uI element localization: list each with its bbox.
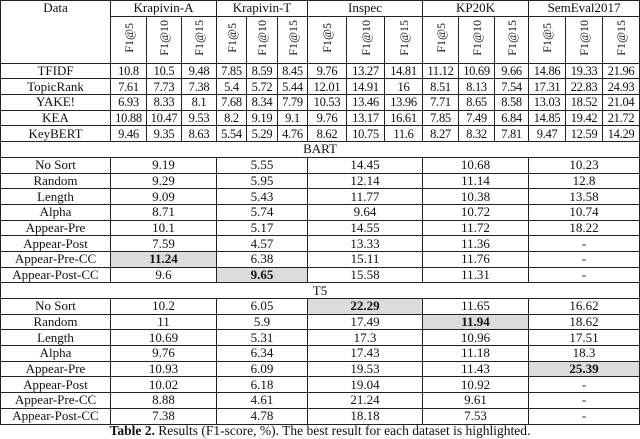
score-cell: 5.17 xyxy=(217,220,308,236)
baseline-row xyxy=(1,126,640,142)
score-cell: 10.38 xyxy=(423,189,529,205)
score-cell: 7.61 xyxy=(111,79,147,95)
score-cell: 8.2 xyxy=(217,110,247,126)
score-cell: 10.69 xyxy=(459,63,495,79)
score-cell: 21.96 xyxy=(603,63,640,79)
score-cell: 10.2 xyxy=(111,299,217,315)
score-cell: 7.73 xyxy=(147,79,182,95)
metric-label: F1@5 xyxy=(433,23,448,54)
method-name: Random xyxy=(1,173,111,189)
score-cell: 5.43 xyxy=(217,189,308,205)
score-cell: 8.65 xyxy=(459,95,495,111)
score-cell: 9.19 xyxy=(111,157,217,173)
score-cell: 11.18 xyxy=(423,346,529,362)
score-cell: 9.09 xyxy=(111,189,217,205)
score-cell: 14.85 xyxy=(529,110,566,126)
model-row xyxy=(1,393,640,409)
score-cell: 13.27 xyxy=(347,63,385,79)
metric-header xyxy=(308,16,347,63)
score-cell: 13.17 xyxy=(347,110,385,126)
metric-label: F1@10 xyxy=(577,20,592,57)
score-cell: 5.54 xyxy=(217,126,247,142)
score-cell: 10.69 xyxy=(111,330,217,346)
score-cell: 7.38 xyxy=(111,408,217,424)
score-cell: 13.96 xyxy=(385,95,423,111)
score-cell: 11.6 xyxy=(385,126,423,142)
metric-label: F1@5 xyxy=(540,23,555,54)
score-cell: 17.3 xyxy=(308,330,423,346)
score-cell: 10.02 xyxy=(111,377,217,393)
metric-header xyxy=(182,16,217,63)
section-title: BART xyxy=(1,142,640,158)
score-cell: 18.62 xyxy=(529,314,640,330)
model-row xyxy=(1,189,640,205)
model-row xyxy=(1,377,640,393)
score-cell: 9.76 xyxy=(111,346,217,362)
score-cell: 7.85 xyxy=(423,110,459,126)
metric-label: F1@10 xyxy=(255,20,269,57)
model-row xyxy=(1,236,640,252)
model-row xyxy=(1,251,640,267)
score-cell: 10.74 xyxy=(529,204,640,220)
metric-label: F1@10 xyxy=(358,20,373,57)
score-cell: 17.51 xyxy=(529,330,640,346)
dataset-header: KP20K xyxy=(423,1,529,17)
score-cell: 8.58 xyxy=(495,95,529,111)
metric-label: F1@10 xyxy=(157,20,171,57)
score-cell: 11.72 xyxy=(423,220,529,236)
metric-header xyxy=(459,16,495,63)
method-name: Random xyxy=(1,314,111,330)
method-name: Appear-Post-CC xyxy=(1,408,111,424)
score-cell: 8.34 xyxy=(247,95,278,111)
dataset-header: SemEval2017 xyxy=(529,1,640,17)
score-cell: 10.93 xyxy=(111,361,217,377)
model-row xyxy=(1,408,640,424)
best-score-cell: 22.29 xyxy=(308,299,423,315)
metric-header xyxy=(347,16,385,63)
score-cell: 15.58 xyxy=(308,267,423,283)
method-name: Appear-Post xyxy=(1,377,111,393)
section-row xyxy=(1,283,640,299)
score-cell: 18.52 xyxy=(566,95,603,111)
score-cell: 5.4 xyxy=(217,79,247,95)
baseline-row xyxy=(1,63,640,79)
metric-header xyxy=(423,16,459,63)
score-cell: 11.43 xyxy=(423,361,529,377)
method-name: No Sort xyxy=(1,299,111,315)
metric-header xyxy=(566,16,603,63)
caption-text: Results (F1-score, %). The best result for each dataset is highlighted. xyxy=(154,423,531,438)
score-cell: 22.83 xyxy=(566,79,603,95)
method-name: No Sort xyxy=(1,157,111,173)
score-cell: 17.49 xyxy=(308,314,423,330)
dataset-header: Krapivin-A xyxy=(111,1,217,17)
score-cell: 16.61 xyxy=(385,110,423,126)
score-cell: 9.53 xyxy=(182,110,217,126)
metric-header xyxy=(247,16,278,63)
score-cell: 5.55 xyxy=(217,157,308,173)
model-row xyxy=(1,299,640,315)
score-cell: 5.44 xyxy=(278,79,308,95)
score-cell: 8.63 xyxy=(182,126,217,142)
best-score-cell: 11.24 xyxy=(111,251,217,267)
score-cell: 7.81 xyxy=(495,126,529,142)
score-cell: 8.62 xyxy=(308,126,347,142)
score-cell: 11.14 xyxy=(423,173,529,189)
score-cell: 11.76 xyxy=(423,251,529,267)
score-cell: 17.43 xyxy=(308,346,423,362)
score-cell: 13.33 xyxy=(308,236,423,252)
score-cell: 11.36 xyxy=(423,236,529,252)
score-cell: 6.34 xyxy=(217,346,308,362)
score-cell: 8.71 xyxy=(111,204,217,220)
method-name: Alpha xyxy=(1,346,111,362)
score-cell: 8.51 xyxy=(423,79,459,95)
model-row xyxy=(1,204,640,220)
caption-label: Table 2. xyxy=(109,423,155,438)
metric-label: F1@15 xyxy=(614,20,629,57)
metric-header xyxy=(529,16,566,63)
metric-header xyxy=(217,16,247,63)
method-name: Appear-Pre-CC xyxy=(1,251,111,267)
method-name: Appear-Pre xyxy=(1,220,111,236)
score-cell: 21.04 xyxy=(603,95,640,111)
header-row-datasets xyxy=(1,1,640,17)
method-name: KEA xyxy=(1,110,111,126)
metric-header xyxy=(385,16,423,63)
score-cell: 6.18 xyxy=(217,377,308,393)
score-cell: 12.8 xyxy=(529,173,640,189)
score-cell: 11.65 xyxy=(423,299,529,315)
score-cell: 7.71 xyxy=(423,95,459,111)
score-cell: 10.23 xyxy=(529,157,640,173)
score-cell: 11.12 xyxy=(423,63,459,79)
score-cell: 4.57 xyxy=(217,236,308,252)
score-cell: 19.33 xyxy=(566,63,603,79)
score-cell: 4.76 xyxy=(278,126,308,142)
score-cell: 8.13 xyxy=(459,79,495,95)
metric-label: F1@15 xyxy=(504,20,519,57)
model-row xyxy=(1,267,640,283)
score-cell: 10.5 xyxy=(147,63,182,79)
score-cell: 18.3 xyxy=(529,346,640,362)
score-cell: 8.88 xyxy=(111,393,217,409)
score-cell: 6.05 xyxy=(217,299,308,315)
score-cell: 9.76 xyxy=(308,63,347,79)
score-cell: - xyxy=(529,393,640,409)
score-cell: 10.88 xyxy=(111,110,147,126)
method-name: Length xyxy=(1,330,111,346)
score-cell: 11.31 xyxy=(423,267,529,283)
score-cell: 6.09 xyxy=(217,361,308,377)
score-cell: 6.38 xyxy=(217,251,308,267)
score-cell: 11 xyxy=(111,314,217,330)
score-cell: 7.54 xyxy=(495,79,529,95)
score-cell: 19.53 xyxy=(308,361,423,377)
score-cell: 16 xyxy=(385,79,423,95)
score-cell: 13.03 xyxy=(529,95,566,111)
score-cell: 8.1 xyxy=(182,95,217,111)
score-cell: 18.18 xyxy=(308,408,423,424)
score-cell: 10.1 xyxy=(111,220,217,236)
score-cell: 10.53 xyxy=(308,95,347,111)
score-cell: 24.93 xyxy=(603,79,640,95)
score-cell: 14.81 xyxy=(385,63,423,79)
score-cell: 9.1 xyxy=(278,110,308,126)
score-cell: 19.42 xyxy=(566,110,603,126)
score-cell: 7.38 xyxy=(182,79,217,95)
score-cell: 12.14 xyxy=(308,173,423,189)
model-row xyxy=(1,314,640,330)
method-name: YAKE! xyxy=(1,95,111,111)
score-cell: 18.22 xyxy=(529,220,640,236)
model-row xyxy=(1,330,640,346)
best-score-cell: 25.39 xyxy=(529,361,640,377)
score-cell: 7.68 xyxy=(217,95,247,111)
section-row xyxy=(1,142,640,158)
score-cell: 10.68 xyxy=(423,157,529,173)
score-cell: 9.19 xyxy=(247,110,278,126)
corner-label: Data xyxy=(1,1,111,64)
metric-header xyxy=(603,16,640,63)
best-score-cell: 9.65 xyxy=(217,267,308,283)
baseline-row xyxy=(1,79,640,95)
metric-header xyxy=(495,16,529,63)
score-cell: 8.27 xyxy=(423,126,459,142)
metric-label: F1@10 xyxy=(469,20,484,57)
score-cell: 9.47 xyxy=(529,126,566,142)
score-cell: 9.46 xyxy=(111,126,147,142)
score-cell: 7.79 xyxy=(278,95,308,111)
score-cell: 8.32 xyxy=(459,126,495,142)
score-cell: 10.47 xyxy=(147,110,182,126)
method-name: Appear-Post-CC xyxy=(1,267,111,283)
score-cell: 17.31 xyxy=(529,79,566,95)
score-cell: - xyxy=(529,267,640,283)
score-cell: 9.61 xyxy=(423,393,529,409)
score-cell: 13.46 xyxy=(347,95,385,111)
dataset-header: Inspec xyxy=(308,1,423,17)
score-cell: 14.91 xyxy=(347,79,385,95)
method-name: TopicRank xyxy=(1,79,111,95)
method-name: Alpha xyxy=(1,204,111,220)
model-row xyxy=(1,361,640,377)
baseline-row xyxy=(1,95,640,111)
model-row xyxy=(1,173,640,189)
score-cell: 10.72 xyxy=(423,204,529,220)
model-row xyxy=(1,346,640,362)
score-cell: 7.49 xyxy=(459,110,495,126)
metric-label: F1@5 xyxy=(320,23,334,54)
score-cell: 13.58 xyxy=(529,189,640,205)
method-name: KeyBERT xyxy=(1,126,111,142)
model-row xyxy=(1,220,640,236)
score-cell: 5.95 xyxy=(217,173,308,189)
score-cell: 5.31 xyxy=(217,330,308,346)
score-cell: - xyxy=(529,236,640,252)
score-cell: 11.77 xyxy=(308,189,423,205)
score-cell: 9.66 xyxy=(495,63,529,79)
metric-label: F1@15 xyxy=(192,20,206,57)
score-cell: 5.72 xyxy=(247,79,278,95)
score-cell: 9.35 xyxy=(147,126,182,142)
score-cell: 9.29 xyxy=(111,173,217,189)
metric-header xyxy=(278,16,308,63)
method-name: Length xyxy=(1,189,111,205)
metric-label: F1@5 xyxy=(224,23,239,54)
method-name: TFIDF xyxy=(1,63,111,79)
score-cell: 10.75 xyxy=(347,126,385,142)
score-cell: 5.74 xyxy=(217,204,308,220)
score-cell: 16.62 xyxy=(529,299,640,315)
best-score-cell: 11.94 xyxy=(423,314,529,330)
score-cell: 14.55 xyxy=(308,220,423,236)
score-cell: 6.93 xyxy=(111,95,147,111)
metric-label: F1@5 xyxy=(121,23,136,54)
score-cell: 9.48 xyxy=(182,63,217,79)
score-cell: 7.53 xyxy=(423,408,529,424)
method-name: Appear-Pre xyxy=(1,361,111,377)
score-cell: 8.45 xyxy=(278,63,308,79)
score-cell: 14.86 xyxy=(529,63,566,79)
score-cell: 9.76 xyxy=(308,110,347,126)
score-cell: 14.45 xyxy=(308,157,423,173)
section-title: T5 xyxy=(1,283,640,299)
score-cell: 8.33 xyxy=(147,95,182,111)
metric-label: F1@15 xyxy=(396,20,411,57)
score-cell: 19.04 xyxy=(308,377,423,393)
score-cell: 4.61 xyxy=(217,393,308,409)
metric-header xyxy=(147,16,182,63)
score-cell: 21.24 xyxy=(308,393,423,409)
score-cell: 15.11 xyxy=(308,251,423,267)
score-cell: 9.64 xyxy=(308,204,423,220)
score-cell: 10.8 xyxy=(111,63,147,79)
score-cell: 6.84 xyxy=(495,110,529,126)
metric-header xyxy=(111,16,147,63)
score-cell: - xyxy=(529,377,640,393)
metric-label: F1@15 xyxy=(285,20,300,57)
score-cell: 12.01 xyxy=(308,79,347,95)
score-cell: 12.59 xyxy=(566,126,603,142)
score-cell: 7.85 xyxy=(217,63,247,79)
method-name: Appear-Pre-CC xyxy=(1,393,111,409)
baseline-row xyxy=(1,110,640,126)
score-cell: 9.6 xyxy=(111,267,217,283)
score-cell: - xyxy=(529,408,640,424)
score-cell: 8.59 xyxy=(247,63,278,79)
method-name: Appear-Post xyxy=(1,236,111,252)
table-caption xyxy=(0,423,640,439)
score-cell: 14.29 xyxy=(603,126,640,142)
score-cell: 5.9 xyxy=(217,314,308,330)
dataset-header: Krapivin-T xyxy=(217,1,308,17)
score-cell: 4.78 xyxy=(217,408,308,424)
score-cell: 5.29 xyxy=(247,126,278,142)
score-cell: 21.72 xyxy=(603,110,640,126)
score-cell: 10.92 xyxy=(423,377,529,393)
model-row xyxy=(1,157,640,173)
score-cell: 7.59 xyxy=(111,236,217,252)
score-cell: 10.96 xyxy=(423,330,529,346)
score-cell: - xyxy=(529,251,640,267)
